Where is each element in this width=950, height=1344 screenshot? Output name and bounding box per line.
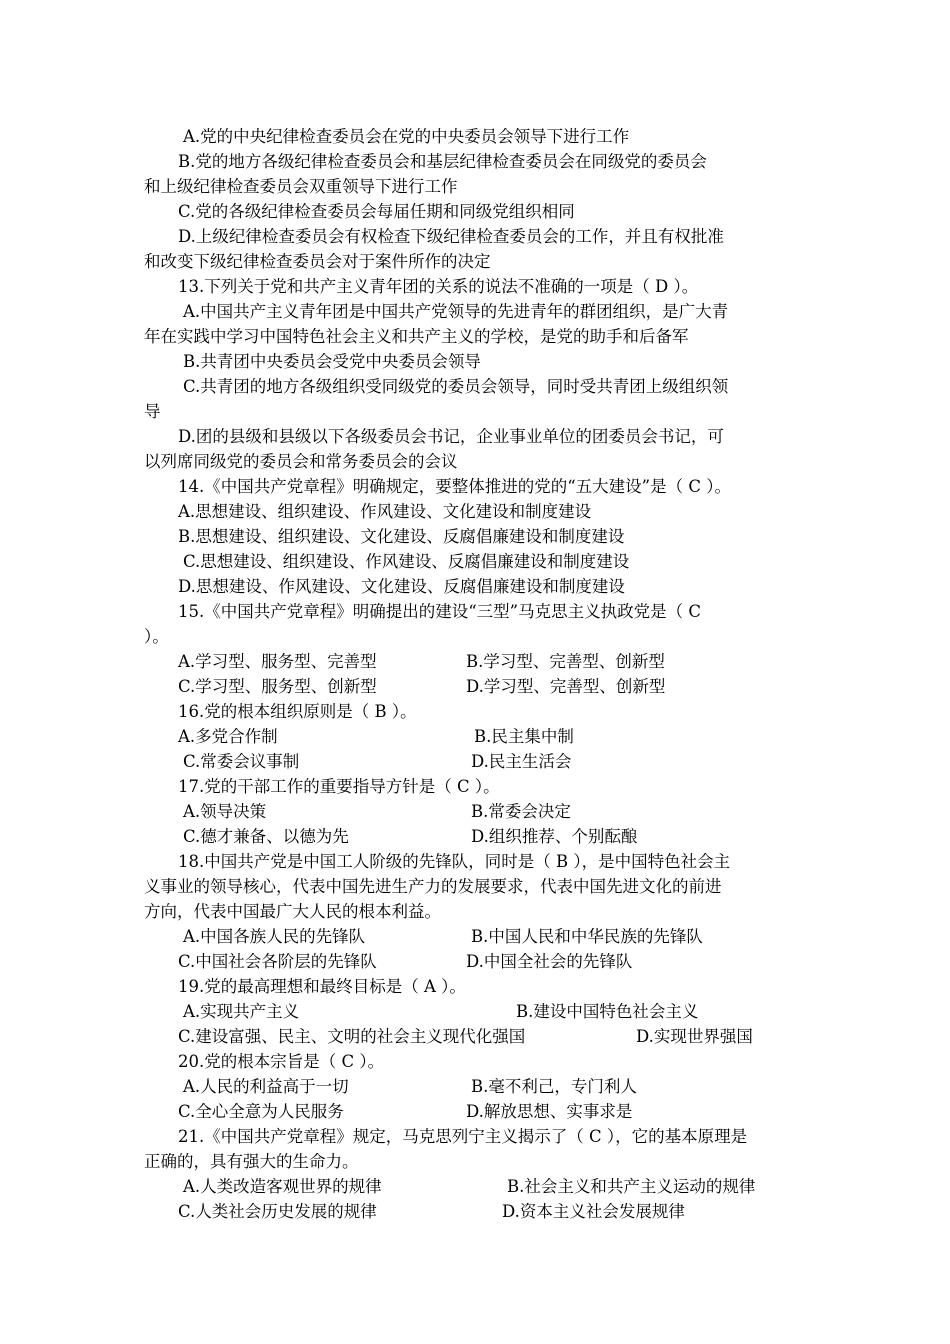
q14-option-a: A.思想建设、组织建设、作风建设、文化建设和制度建设 [178, 502, 592, 521]
q15-option-b: B.学习型、完善型、创新型 [466, 652, 665, 671]
q20-option-c: C.全心全意为人民服务 [178, 1102, 344, 1121]
q18-option-b: B.中国人民和中华民族的先锋队 [471, 927, 703, 946]
q18-question: 18.中国共产党是中国工人阶级的先锋队，同时是（ B ），是中国特色社会主 [178, 852, 731, 871]
q20-option-a: A.人民的利益高于一切 [183, 1077, 349, 1096]
q18-option-a: A.中国各族人民的先锋队 [183, 927, 366, 946]
q17-option-d: D.组织推荐、个别酝酿 [471, 827, 638, 846]
q20-options-row-2 [144, 1099, 808, 1124]
q17-question: 17.党的干部工作的重要指导方针是（ C ）。 [178, 777, 500, 796]
q17-option-c: C.德才兼备、以德为先 [183, 827, 349, 846]
q15-question-cont: ）。 [144, 627, 169, 646]
question-list [144, 124, 808, 1224]
q12-option-c: C.党的各级纪律检查委员会每届任期和同级党组织相同 [178, 202, 575, 221]
q21-question-cont: 正确的，具有强大的生命力。 [144, 1152, 359, 1171]
q14-option-d: D.思想建设、作风建设、文化建设、反腐倡廉建设和制度建设 [178, 577, 625, 596]
q12-option-d-cont: 和改变下级纪律检查委员会对于案件所作的决定 [144, 252, 491, 271]
q17-option-b: B.常委会决定 [471, 802, 571, 821]
q19-option-c: C.建设富强、民主、文明的社会主义现代化强国 [178, 1027, 526, 1046]
q16-options-row-1 [144, 724, 808, 749]
q19-options-row-1 [144, 999, 808, 1024]
q14-question: 14.《中国共产党章程》明确规定，要整体推进的党的“五大建设”是（ C ）。 [178, 477, 731, 496]
q18-options-row-2 [144, 949, 808, 974]
q13-option-c: C.共青团的地方各级组织受同级党的委员会领导，同时受共青团上级组织领 [183, 377, 729, 396]
q21-option-b: B.社会主义和共产主义运动的规律 [507, 1177, 756, 1196]
q19-option-a: A.实现共产主义 [183, 1002, 300, 1021]
q15-option-a: A.学习型、服务型、完善型 [178, 652, 377, 671]
q21-option-a: A.人类改造客观世界的规律 [183, 1177, 382, 1196]
q12-option-b: B.党的地方各级纪律检查委员会和基层纪律检查委员会在同级党的委员会 [178, 152, 707, 171]
q15-options-row-2 [144, 674, 808, 699]
q13-option-d: D.团的县级和县级以下各级委员会书记，企业事业单位的团委员会书记，可 [178, 427, 724, 446]
q12-option-a: A.党的中央纪律检查委员会在党的中央委员会领导下进行工作 [183, 127, 630, 146]
q12-option-d: D.上级纪律检查委员会有权检查下级纪律检查委员会的工作，并且有权批准 [178, 227, 724, 246]
q15-options-row-1 [144, 649, 808, 674]
q21-question: 21.《中国共产党章程》规定，马克思列宁主义揭示了（ C ），它的基本原理是 [178, 1127, 748, 1146]
q15-option-c: C.学习型、服务型、创新型 [178, 677, 377, 696]
q12-option-b-cont: 和上级纪律检查委员会双重领导下进行工作 [144, 177, 458, 196]
q16-option-a: A.多党合作制 [178, 727, 278, 746]
q16-option-d: D.民主生活会 [471, 752, 572, 771]
q20-option-b: B.毫不利己，专门利人 [471, 1077, 637, 1096]
q16-option-c: C.常委会议事制 [183, 752, 300, 771]
q20-options-row-1 [144, 1074, 808, 1099]
q15-option-d: D.学习型、完善型、创新型 [466, 677, 666, 696]
q21-option-d: D.资本主义社会发展规律 [502, 1202, 685, 1221]
q21-options-row-1 [144, 1174, 808, 1199]
q18-options-row-1 [144, 924, 808, 949]
q19-option-d: D.实现世界强国 [636, 1027, 753, 1046]
q19-question: 19.党的最高理想和最终目标是（ A ）。 [178, 977, 466, 996]
q13-option-d-cont: 以列席同级党的委员会和常务委员会的会议 [144, 452, 458, 471]
q13-option-b: B.共青团中央委员会受党中央委员会领导 [183, 352, 481, 371]
q14-option-c: C.思想建设、组织建设、作风建设、反腐倡廉建设和制度建设 [183, 552, 630, 571]
q18-question-cont-1: 义事业的领导核心，代表中国先进生产力的发展要求，代表中国先进文化的前进 [144, 877, 722, 896]
q13-option-c-cont: 导 [144, 402, 161, 421]
q15-question: 15.《中国共产党章程》明确提出的建设“三型”马克思主义执政党是（ C [178, 602, 701, 621]
q13-question: 13.下列关于党和共产主义青年团的关系的说法不准确的一项是（ D ）。 [178, 277, 699, 296]
q19-option-b: B.建设中国特色社会主义 [516, 1002, 699, 1021]
q13-option-a-cont: 年在实践中学习中国特色社会主义和共产主义的学校，是党的助手和后备军 [144, 327, 689, 346]
q16-question: 16.党的根本组织原则是（ B ）。 [178, 702, 417, 721]
q19-options-row-2 [144, 1024, 808, 1049]
q18-question-cont-2: 方向，代表中国最广大人民的根本利益。 [144, 902, 441, 921]
q18-option-c: C.中国社会各阶层的先锋队 [178, 952, 377, 971]
q17-option-a: A.领导决策 [183, 802, 267, 821]
q16-option-b: B.民主集中制 [474, 727, 574, 746]
q13-option-a: A.中国共产主义青年团是中国共产党领导的先进青年的群团组织，是广大青 [183, 302, 729, 321]
q14-option-b: B.思想建设、组织建设、文化建设、反腐倡廉建设和制度建设 [178, 527, 625, 546]
q21-options-row-2 [144, 1199, 808, 1224]
q18-option-d: D.中国全社会的先锋队 [466, 952, 633, 971]
q17-options-row-2 [144, 824, 808, 849]
q20-question: 20.党的根本宗旨是（ C ）。 [178, 1052, 385, 1071]
q21-option-c: C.人类社会历史发展的规律 [178, 1202, 377, 1221]
q16-options-row-2 [144, 749, 808, 774]
q17-options-row-1 [144, 799, 808, 824]
q20-option-d: D.解放思想、实事求是 [466, 1102, 633, 1121]
